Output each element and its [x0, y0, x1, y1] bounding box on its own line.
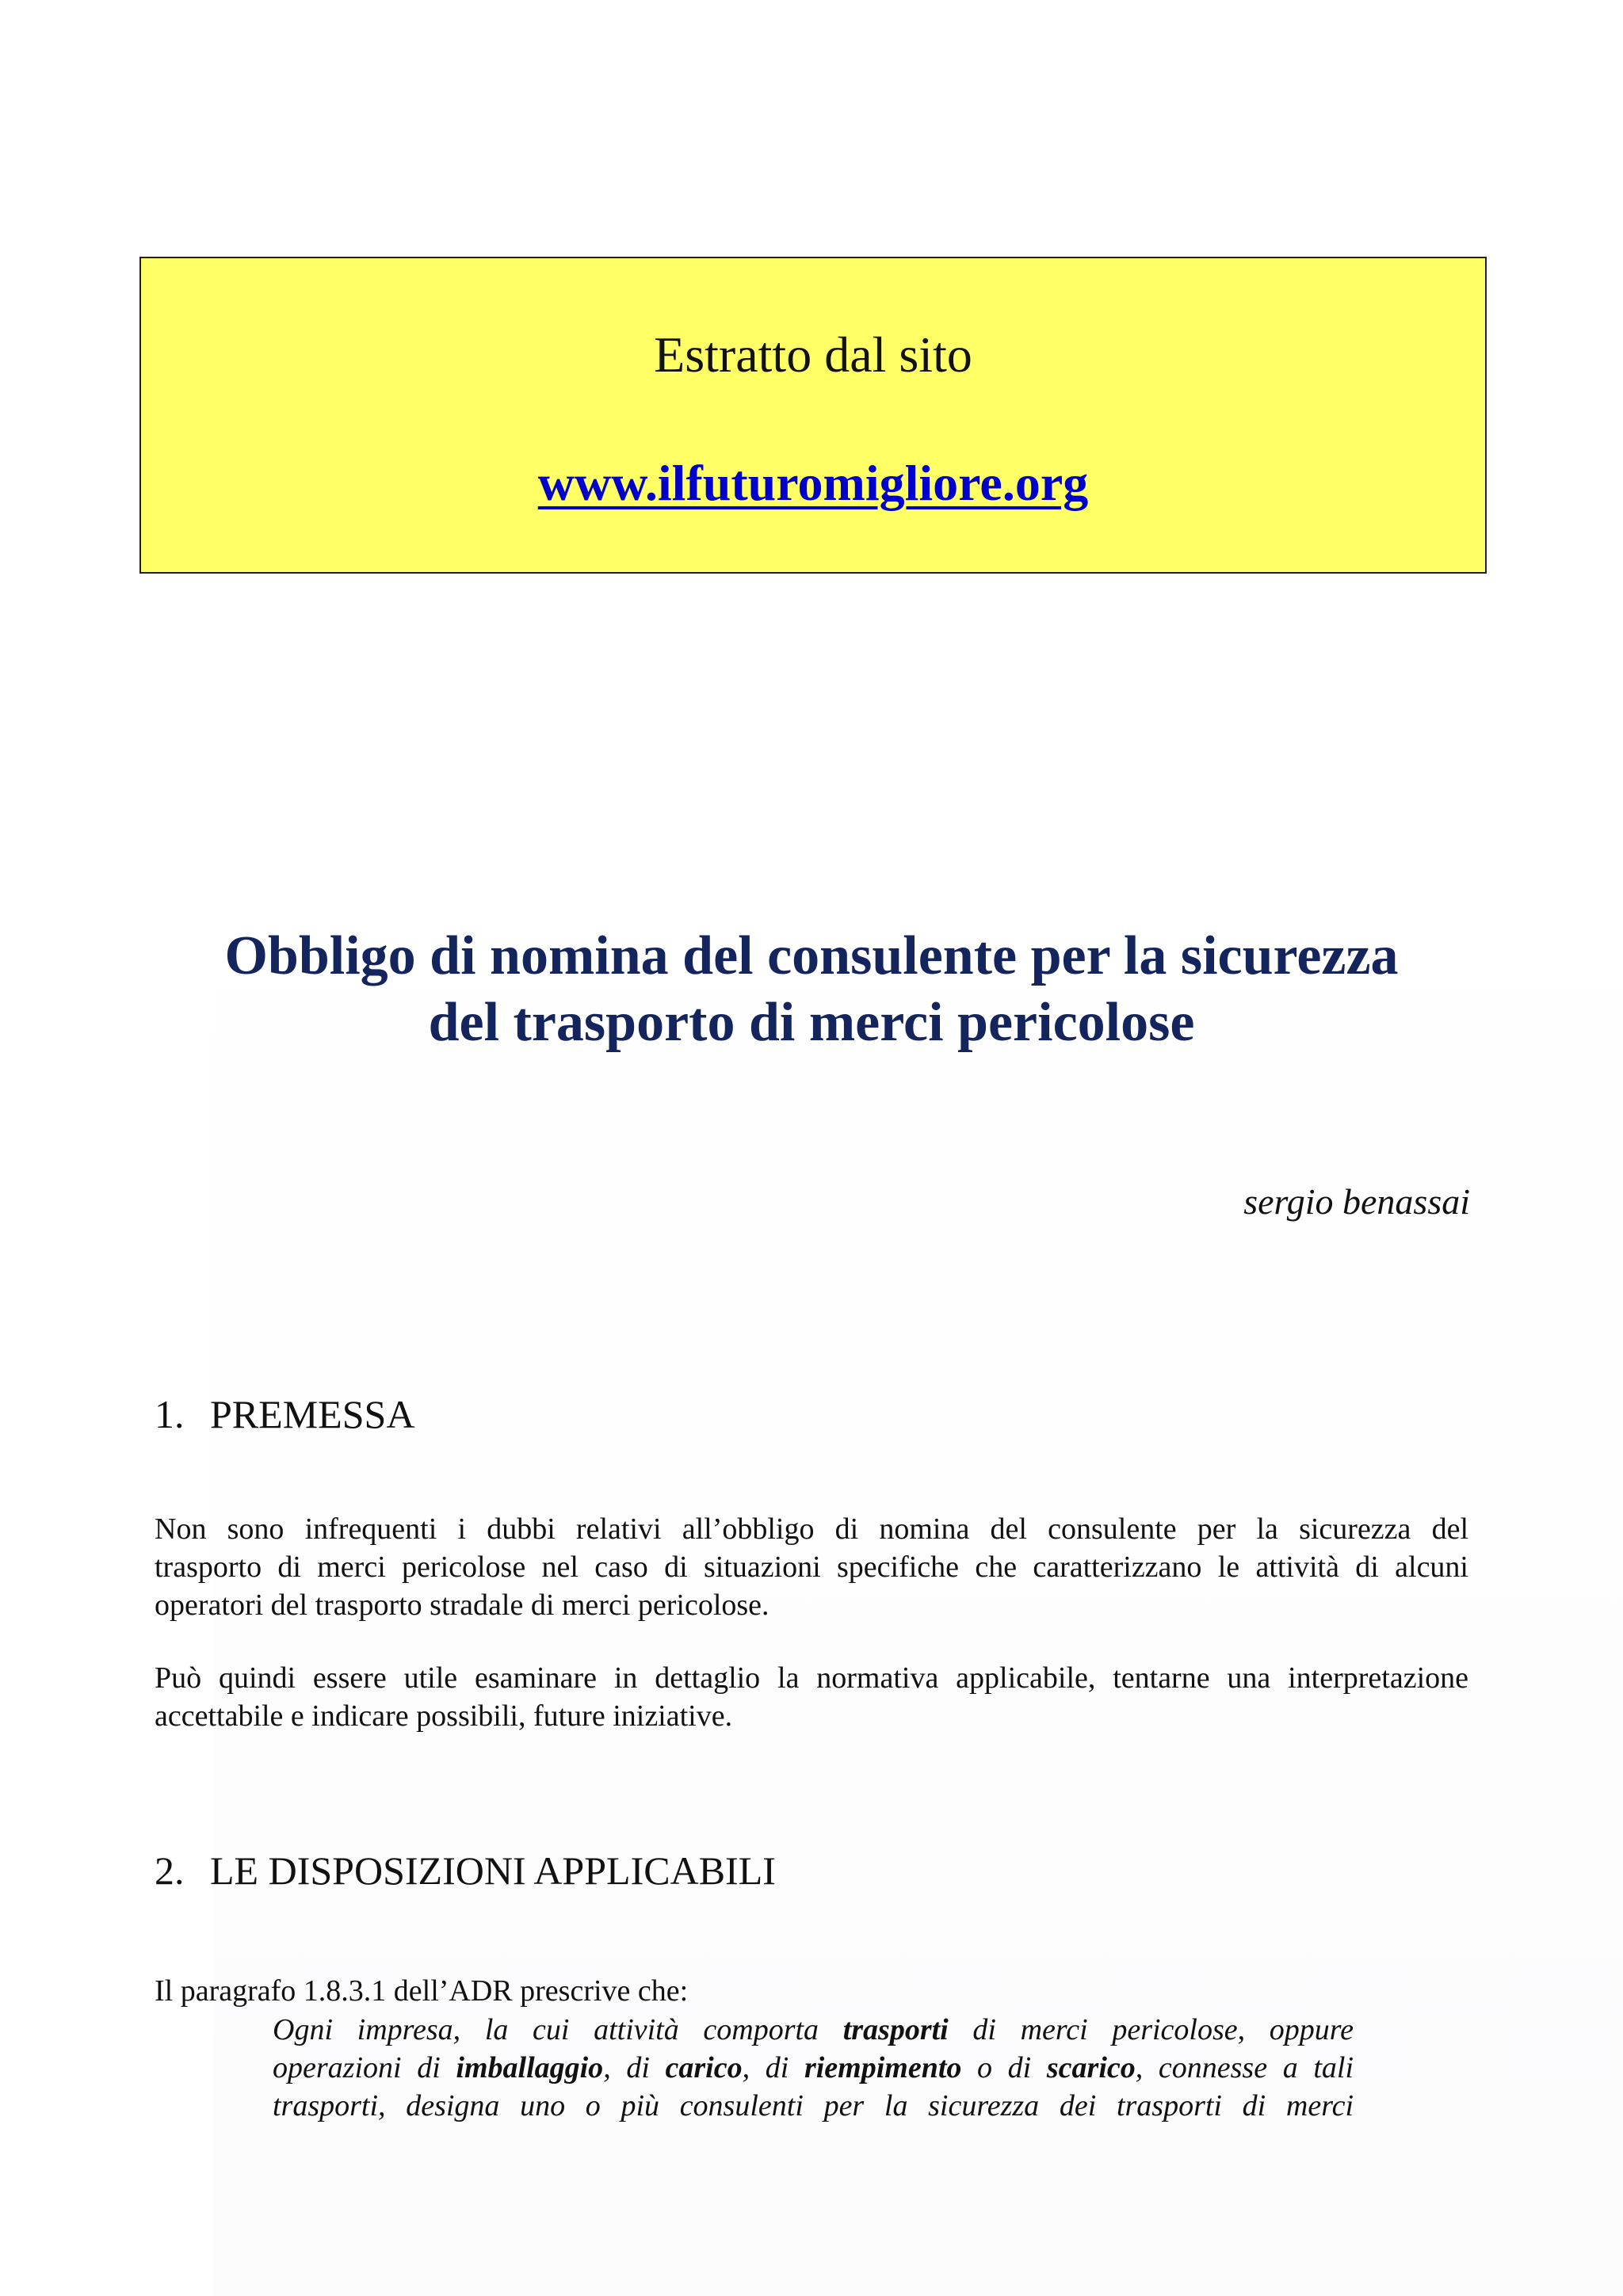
paragraph-premessa-1	[155, 1510, 1468, 1624]
paragraph-line: operatori del trasporto stradale di merci pericolose.	[155, 1589, 769, 1622]
section-title: PREMESSA	[210, 1392, 415, 1436]
emphasis-riempimento: riempimento	[804, 2051, 962, 2084]
quotation-line: Ogni impresa, la cui attività comporta trasporti di merci pericolose, oppure	[273, 2013, 1354, 2046]
document-title-line-2: del trasporto di merci pericolose	[428, 991, 1195, 1053]
banner-caption: Estratto dal sito	[654, 326, 972, 383]
document-title-line-1: Obbligo di nomina del consulente per la sicurezza	[224, 925, 1399, 986]
emphasis-trasporti: trasporti	[842, 2013, 949, 2046]
paragraph-premessa-2	[155, 1659, 1468, 1735]
section-number: 2.	[155, 1848, 185, 1893]
section-title: LE DISPOSIZIONI APPLICABILI	[210, 1848, 776, 1893]
paragraph-line: Può quindi essere utile esaminare in dettaglio la normativa applicabile, tentarne una interpretazione	[155, 1661, 1468, 1695]
source-banner	[139, 257, 1487, 574]
adr-quotation	[273, 2011, 1354, 2125]
paragraph-line: Non sono infrequenti i dubbi relativi all’obbligo di nomina del consulente per la sicurezza del	[155, 1512, 1468, 1546]
document-author: sergio benassai	[1243, 1181, 1470, 1222]
section-heading-premessa	[155, 1394, 414, 1434]
quotation-line: operazioni di imballaggio, di carico, di riempimento o di scarico, connesse a tali	[273, 2051, 1354, 2084]
quotation-line: trasporti, designa uno o più consulenti per la sicurezza dei trasporti di merci	[273, 2089, 1354, 2122]
paragraph-intro: Il paragrafo 1.8.3.1 dell’ADR prescrive che:	[155, 1974, 689, 2008]
emphasis-imballaggio: imballaggio	[456, 2051, 604, 2084]
document-title	[95, 923, 1528, 1056]
section-number: 1.	[155, 1392, 185, 1436]
emphasis-scarico: scarico	[1046, 2051, 1136, 2084]
paragraph-line: trasporto di merci pericolose nel caso di situazioni specifiche che caratterizzano le attività di alcuni	[155, 1550, 1468, 1584]
emphasis-carico: carico	[665, 2051, 743, 2084]
source-website-link[interactable]: www.ilfuturomigliore.org	[537, 455, 1089, 511]
section-heading-disposizioni	[155, 1848, 776, 1893]
paragraph-line: accettabile e indicare possibili, future iniziative.	[155, 1699, 733, 1733]
